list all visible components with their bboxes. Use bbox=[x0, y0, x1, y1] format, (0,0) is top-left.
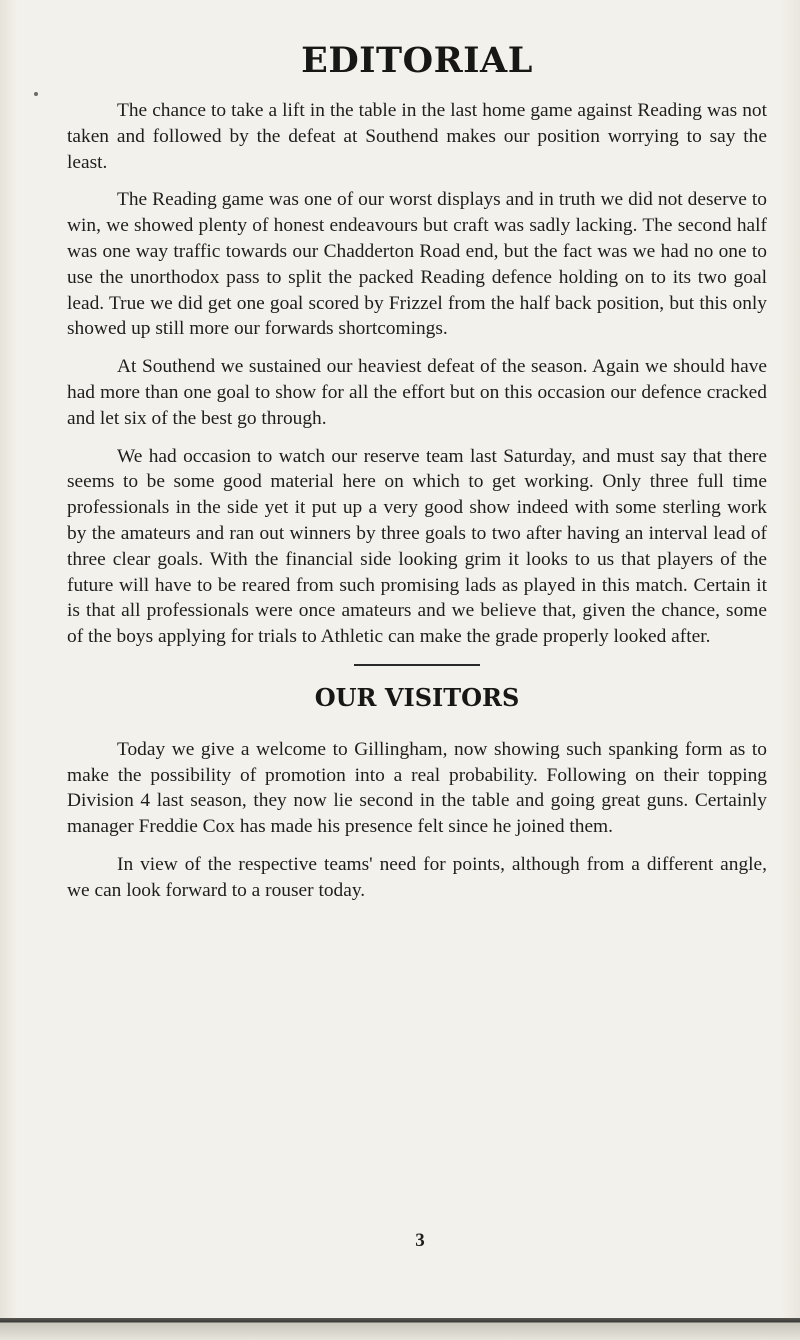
page-bottom-edge bbox=[0, 1318, 800, 1340]
editorial-paragraph: At Southend we sustained our heaviest defeat of the season. Again we should have had more than one goal to show for all the effort but on this occasion our defence cracked and let six of the best go through. bbox=[67, 356, 767, 429]
editorial-paragraph: We had occasion to watch our reserve team last Saturday, and must say that there seems to be some good material here on which to get working. Only three full time professionals in the side yet it put up a very good show indeed with some sterling work by the amateurs and ran out winners by three goals to two after having an interval lead of three clear goals. With the financial side looking grim it looks to us that players of the future will have to be reared from such promising lads as played in this match. Certain it is that all professionals were once amateurs and we believe that, given the chance, some of the boys applying for trials to Athletic can make the grade properly looked after. bbox=[67, 445, 767, 648]
visitors-paragraph: Today we give a welcome to Gillingham, now showing such spanking form as to make the possibility of promotion into a real probability. Following on their topping Division 4 last season, they now lie second in the table and going great guns. Certainly manager Freddie Cox has made his presence felt since he joined them. bbox=[67, 738, 767, 838]
visitors-paragraph: In view of the respective teams' need for points, although from a different angle, we can look forward to a rouser today. bbox=[67, 853, 767, 901]
section-divider bbox=[354, 664, 480, 666]
editorial-paragraph: The chance to take a lift in the table in the last home game against Reading was not taken and followed by the defeat at Southend makes our position worrying to say the least. bbox=[67, 100, 767, 173]
editorial-paragraph: The Reading game was one of our worst displays and in truth we did not deserve to win, we showed plenty of honest endeavours but craft was sadly lacking. The second half was one way traffic towards our Chadderton Road end, but the fact was we had no one to use the unorthodox pass to split the packed Reading defence holding on to its two goal lead. True we did get one goal scored by Frizzel from the half back position, but this only showed up still more our forwards shortcomings. bbox=[67, 189, 767, 340]
print-speck bbox=[34, 92, 38, 96]
text-column bbox=[67, 40, 767, 916]
visitors-heading: OUR VISITORS bbox=[314, 682, 520, 712]
page-number: 3 bbox=[415, 1230, 425, 1251]
editorial-heading: EDITORIAL bbox=[301, 40, 533, 81]
